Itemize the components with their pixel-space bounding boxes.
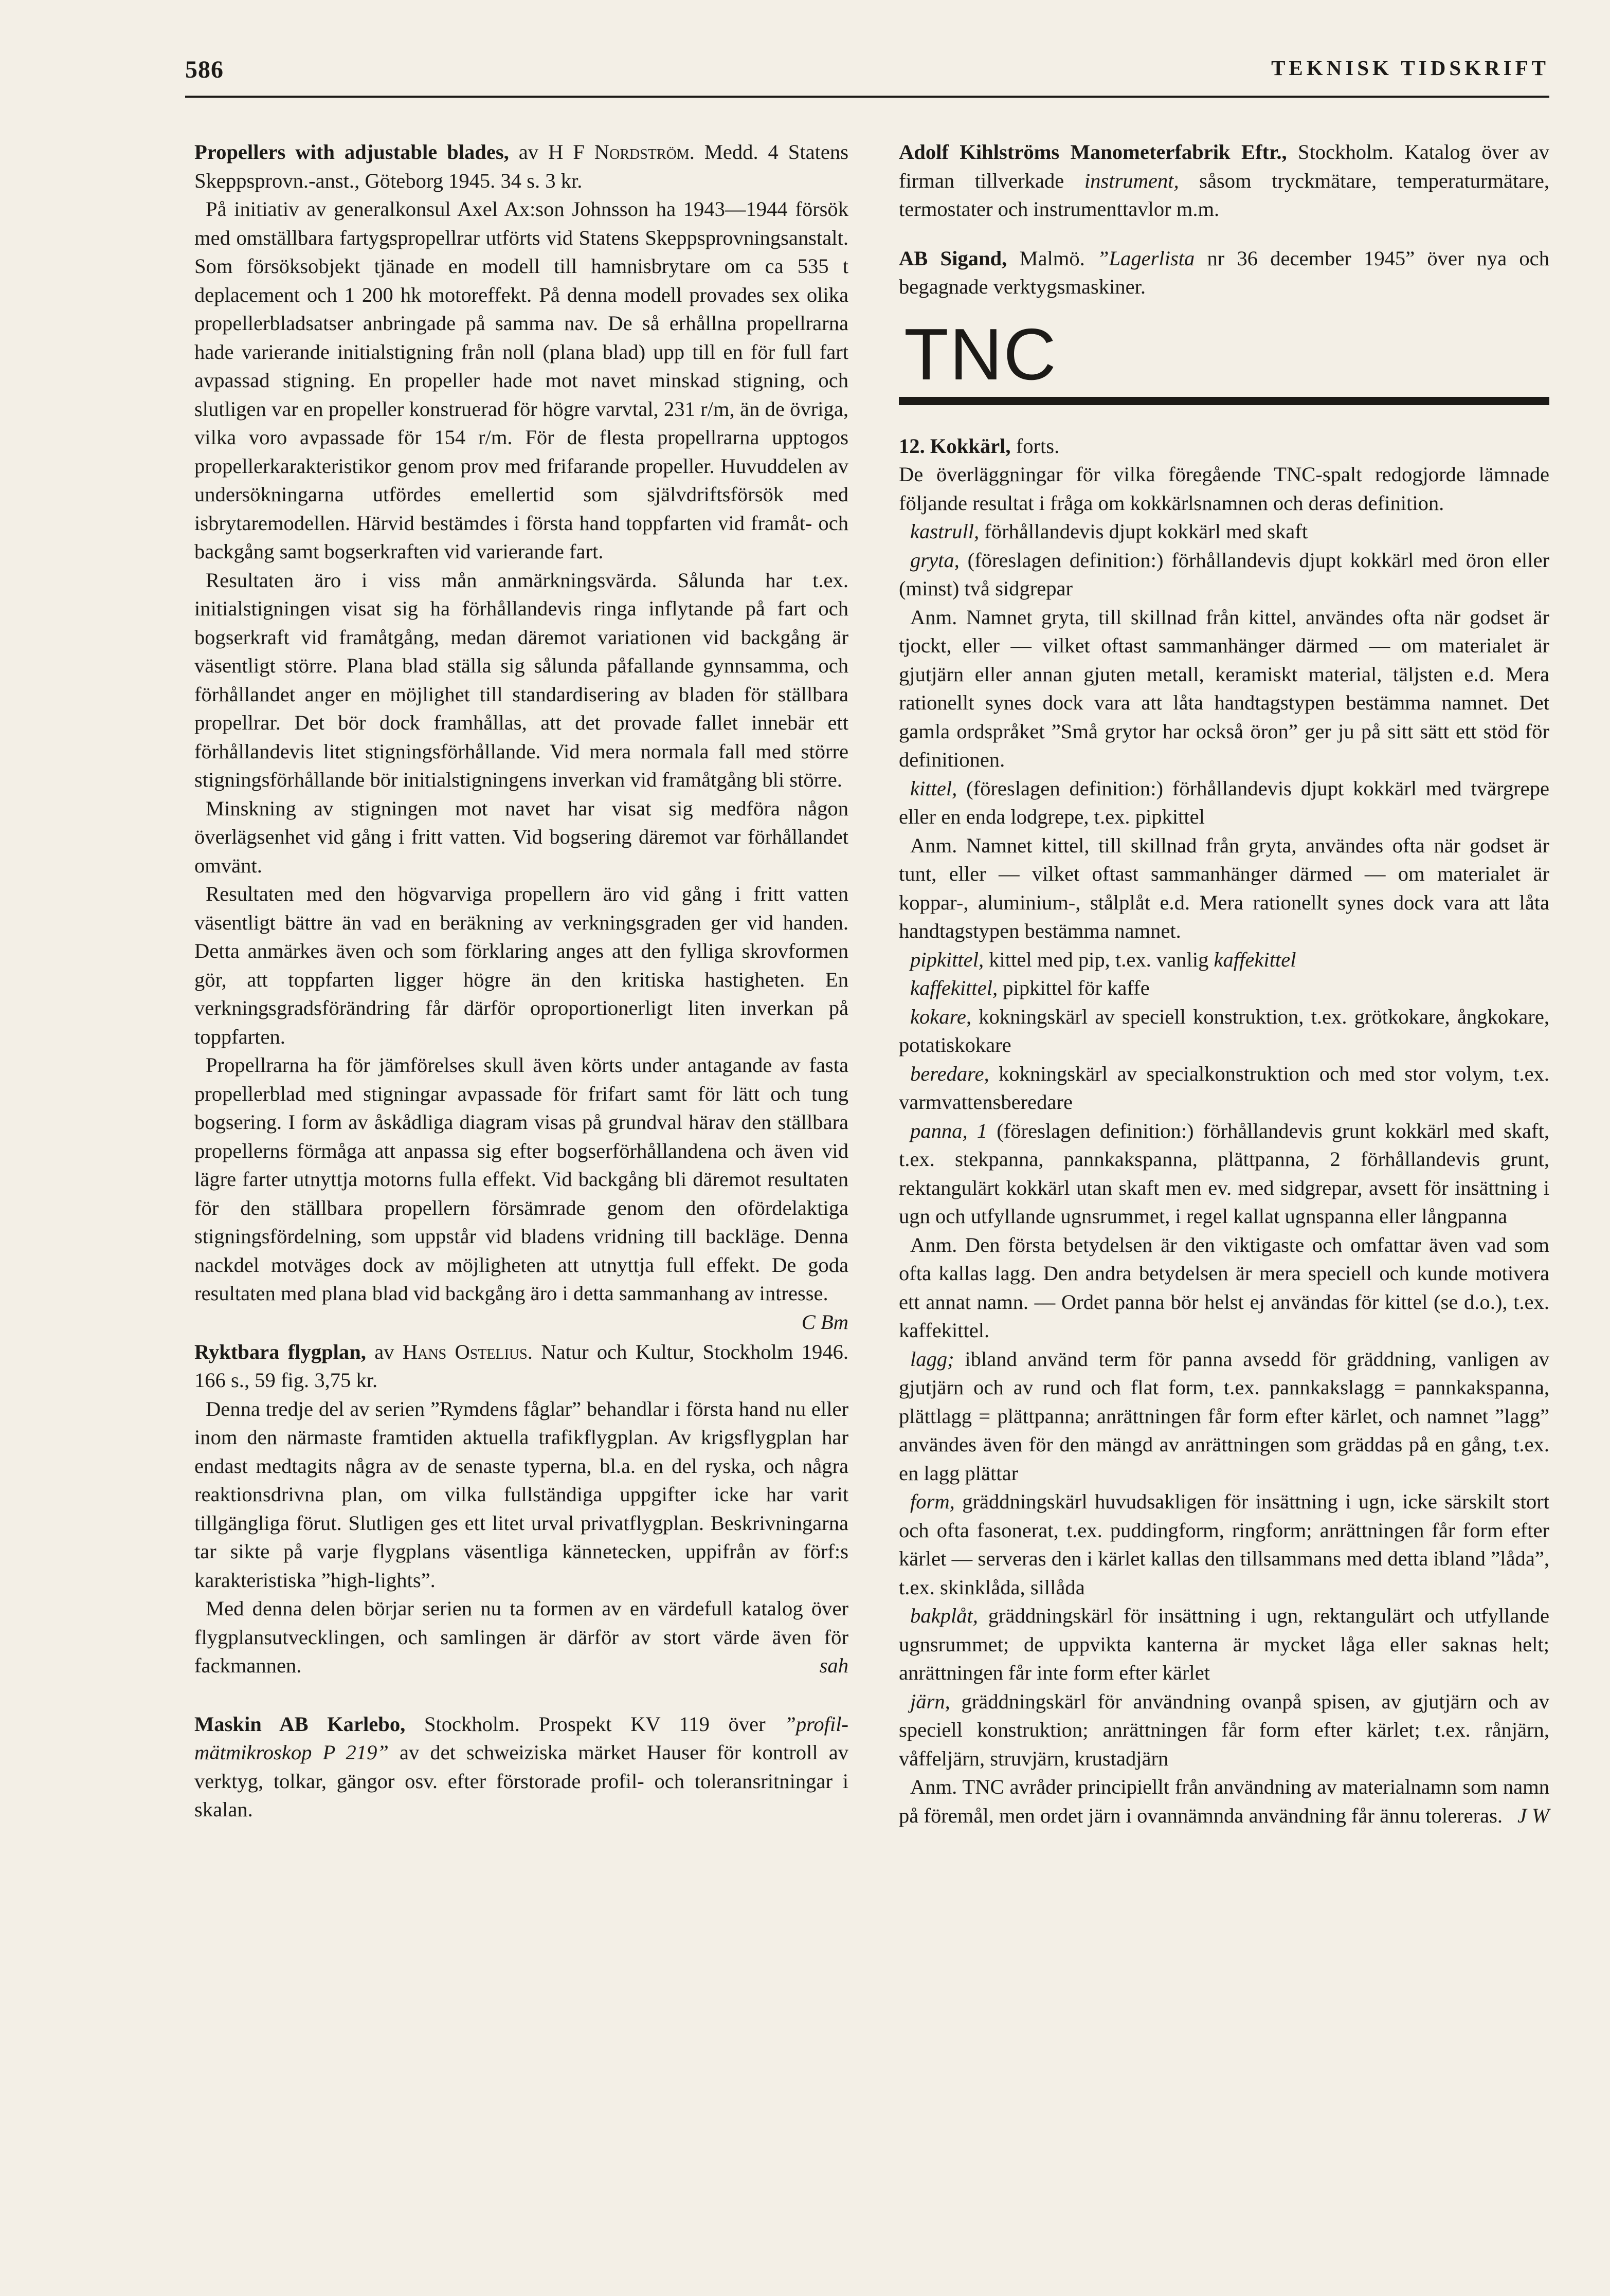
tnc-term: panna, 1 xyxy=(910,1119,988,1142)
tnc-definition: Anm. Den första betydelsen är den viktigaste och omfattar även vad som ofta kallas lagg. Den andra betydelsen är mera speciell och kunde motivera ett annat namn. — Ordet panna bör helst ej användas för kittel (se d.o.), t.ex. kaffekittel. xyxy=(899,1233,1549,1342)
tnc-definition: Anm. TNC avråder principiellt från användning av materialnamn som namn på föremål, men ordet järn i ovannämnda användning får ännu tolereras. xyxy=(899,1775,1549,1827)
tnc-term-entry xyxy=(899,517,1549,546)
review-title: Propellers with adjustable blades, xyxy=(194,140,509,163)
tnc-term-entry xyxy=(899,1117,1549,1231)
tnc-heading-rule xyxy=(899,397,1549,405)
tnc-term-entry xyxy=(899,1345,1549,1488)
notice-sigand xyxy=(899,244,1549,301)
notice-title: AB Sigand, xyxy=(899,246,1007,270)
notice-title: Maskin AB Karlebo, xyxy=(194,1712,406,1736)
paragraph: På initiativ av generalkonsul Axel Ax:son Johnsson ha 1943—1944 försök med omställbara fartygspropellrar utförts vid Statens Skeppsprovningsanstalt. Som försöksobjekt tjänade en modell till hamnisbrytare om ca 535 t deplacement och 1 200 hk motoreffekt. På denna modell provades sex olika propellerbladsatser anbringade på samma nav. De så erhållna propellrarna hade varierande initialstigning från noll (plana blad) upp till en för full fart avpassad stigning. En propeller hade mot navet minskad stigning, och slutligen var en propeller konstruerad för högre varvtal, 231 r/m, än de övriga, vilka voro avpassade för 154 r/m. För de flesta propellrarna upptogos propellerkarakteristikor genom prov med frifarande propeller. Huvuddelen av undersökningarna utfördes emellertid som självdriftsförsök med isbrytaremodellen. Härvid bestämdes i första hand toppfarten vid framåt- och backgång samt bogserkraften vid varierande fart. xyxy=(194,197,848,563)
tnc-term: järn, xyxy=(910,1689,950,1713)
notice-paragraph: AB Sigand, Malmö. ”Lagerlista nr 36 december 1945” över nya och begagnade verktygsmaskiner. xyxy=(899,246,1549,298)
review-title: Ryktbara flygplan, xyxy=(194,1340,366,1363)
notice-title: Adolf Kihlströms Manometerfabrik Eftr., xyxy=(899,140,1287,163)
page-number: 586 xyxy=(185,56,224,83)
signature: sah xyxy=(819,1654,848,1677)
tnc-term-entry xyxy=(899,1601,1549,1687)
tnc-section xyxy=(899,313,1549,1830)
review-heading: Ryktbara flygplan, av Hans Ostelius. Natur och Kultur, Stockholm 1946. 166 s., 59 fig. 3,75 kr. xyxy=(194,1340,848,1392)
tnc-definition: kokningskärl av specialkonstruktion och med stor volym, t.ex. varmvattensberedare xyxy=(899,1062,1549,1114)
tnc-term: kaffekittel xyxy=(1214,947,1296,971)
tnc-term: pipkittel, xyxy=(910,947,984,971)
tnc-heading: TNC xyxy=(904,313,1057,395)
tnc-definition: Anm. Namnet gryta, till skillnad från kittel, användes ofta när godset är tjockt, eller — vilket oftast sammanhänger därmed — om materialet är gjutjärn eller annan gjuten metall, keramiskt material, täljsten e.d. Mera rationellt synes dock vara att låta handtagstypen bestämma namnet. Det gamla ordspråket ”Små grytor har också öron” ger ju på sitt sätt ett stöd för definitionen. xyxy=(899,605,1549,771)
notice-karlebo xyxy=(194,1710,848,1824)
paragraph: Propellrarna ha för jämförelses skull även körts under antagande av fasta propellerblad med stigningar avpassade för frifart samt för lätt och tung bogsering. I form av åskådliga diagram visas på grundval härav den ställbara propellerns förmåga att anpassa sig efter bogserförhållandena och även vid lägre farter utnyttja motorns fulla effekt. Vid backgång bli däremot resultaten för den ställbara propellern försämrade genom den ofördelaktiga stigningsfördelning, som uppstår vid bladens vridning till backläge. Denna nackdel motväges dock av möjligheten att utnyttja full effekt. De goda resultaten med plana blad vid backgång äro i detta sammanhang av intresse. C Bm xyxy=(194,1051,848,1308)
tnc-term: gryta, xyxy=(910,548,960,572)
tnc-definition: gräddningskärl huvudsakligen för insättning i ugn, icke särskilt stort och ofta fasonerat, t.ex. puddingform, ringform; anrättningen får form efter kärlet — serveras den i kärlet kallas den tillsammans med detta ibland ”låda”, t.ex. skinklåda, sillåda xyxy=(899,1490,1549,1599)
tnc-term-entry xyxy=(899,1487,1549,1601)
paragraph: Med denna delen börjar serien nu ta formen av en värdefull katalog över flygplansutvecklingen, och samlingen är därför av stort värde även för fackmannen. sah xyxy=(194,1594,848,1680)
tnc-term-entry xyxy=(899,974,1549,1003)
tnc-definition: Anm. Namnet kittel, till skillnad från gryta, användes ofta när godset är tunt, eller — vilket oftast sammanhänger därmed — om materialet är koppar-, aluminium-, stålplåt e.d. Mera rationellt synes dock vara att låta handtagstypen bestämma namnet. xyxy=(899,833,1549,942)
tnc-term: kaffekittel, xyxy=(910,976,998,999)
tnc-term-entry xyxy=(899,1060,1549,1117)
tnc-term-entry xyxy=(899,945,1549,974)
review-citation: . Natur och Kultur, Stockholm 1946. 166 s., 59 fig. 3,75 kr. xyxy=(194,1340,848,1392)
tnc-term: form, xyxy=(910,1490,955,1513)
review-propellers xyxy=(194,138,848,1334)
tnc-term: lagg; xyxy=(910,1347,954,1371)
tnc-entries xyxy=(899,517,1549,1830)
tnc-note xyxy=(899,831,1549,945)
tnc-term-entry xyxy=(899,546,1549,603)
tnc-note xyxy=(899,1231,1549,1345)
tnc-definition: gräddningskärl för insättning i ugn, rektangulärt och utfyllande ugnsrummet; de uppvikta kanterna är mycket låga eller saknas helt; anrättningen får inte form efter kärlet xyxy=(899,1604,1549,1684)
notice-kihlstroms xyxy=(899,138,1549,224)
paragraph: Resultaten med den högvarviga propellern äro vid gång i fritt vatten väsentligt bättre än vad en beräkning av verkningsgraden ger vid handen. Detta anmärkes även och som förklaring anges att den fylliga skrovformen gör, att toppfarten ligger högre än den kritiska hastigheten. En verkningsgradsförändring får därför oproportionerligt liten inverkan på toppfarten. xyxy=(194,882,848,1048)
review-author: Hans Ostelius xyxy=(402,1340,528,1363)
tnc-term-entry xyxy=(899,1003,1549,1060)
tnc-note xyxy=(899,1773,1549,1830)
tnc-term: kokare, xyxy=(910,1005,972,1028)
running-head: TEKNISK TIDSKRIFT xyxy=(1271,56,1549,80)
right-column xyxy=(899,138,1549,1830)
header-rule xyxy=(185,96,1549,98)
tnc-term: kastrull, xyxy=(910,520,980,543)
tnc-subheading: 12. Kokkärl, forts. xyxy=(899,434,1060,458)
paragraph: Resultaten äro i viss mån anmärkningsvärda. Sålunda har t.ex. initialstigningen visat sig ha förhållandevis ringa inflytande på fart och bogserkraft vid framåtgång, medan däremot variationen vid backgång är väsentligt större. Plana blad ställa sig sålunda påfallande gynnsamma, och förhållandet anger en möjlighet till standardisering av bladen för ställbara propellrar. Det bör dock framhållas, att det provade fallet innebär ett förhållandevis litet stigningsförhållande. Vid mera normala fall med större stigningsförhållande bör initialstigningens inverkan vid framåtgång bli större. xyxy=(194,568,848,791)
tnc-term: bakplåt, xyxy=(910,1604,978,1627)
tnc-definition: pipkittel för kaffe xyxy=(998,976,1150,999)
tnc-definition: förhållandevis djupt kokkärl med skaft xyxy=(979,520,1308,543)
review-author: Nordström xyxy=(594,140,690,163)
paragraph: Minskning av stigningen mot navet har visat sig medföra någon överlägsenhet vid gång i fritt vatten. Vid bogsering däremot var förhållandet omvänt. xyxy=(194,796,848,877)
tnc-definition: (föreslagen definition:) förhållandevis grunt kokkärl med skaft, t.ex. stekpanna, pannkakspanna, plättpanna, 2 förhållandevis grunt, rektangulärt kokkärl utan skaft men ev. med sidgrepar, avsett för insättning i ugn och utfyllande ugnsrummet, i regel kallat ugnspanna eller långpanna xyxy=(899,1119,1549,1228)
tnc-note xyxy=(899,603,1549,774)
review-heading: Propellers with adjustable blades, av H F Nordström. Medd. 4 Statens Skeppsprovn.-anst., Göteborg 1945. 34 s. 3 kr. xyxy=(194,140,848,192)
tnc-term: beredare, xyxy=(910,1062,989,1085)
review-citation: . Medd. 4 Statens Skeppsprovn.-anst., Göteborg 1945. 34 s. 3 kr. xyxy=(194,140,848,192)
paragraph: Denna tredje del av serien ”Rymdens fåglar” behandlar i första hand nu eller inom den närmaste framtiden aktuella trafikflygplan. Av krigsflygplan har endast medtagits några av de senaste typerna, bl.a. en del ryska, och några reaktionsdrivna plan, om vilka fullständiga uppgifter icke har varit tillgängliga förut. Slutligen ges ett litet urval privatflygplan. Beskrivningarna tar sikte på varje flygplans väsentliga kännetecken, uppifrån av förf:s karakteristiska ”high-lights”. xyxy=(194,1397,848,1592)
tnc-definition: gräddningskärl för användning ovanpå spisen, av gjutjärn och av speciell konstruktion; anrättningen får form efter kärlet; t.ex. rånjärn, våffeljärn, struvjärn, krustadjärn xyxy=(899,1689,1549,1770)
tnc-definition: (föreslagen definition:) förhållandevis djupt kokkärl med öron eller (minst) två sidgrepar xyxy=(899,548,1549,600)
tnc-term-entry xyxy=(899,1687,1549,1773)
tnc-definition: ibland använd term för panna avsedd för gräddning, vanligen av gjutjärn och av rund och flat form, t.ex. pannkakslagg = pannkakspanna, plättlagg = plättpanna; anrättningen får form efter kärlet, och namnet ”lagg” användes även för den mängd av anrättningen som gräddas på en gång, t.ex. en lagg plättar xyxy=(899,1347,1549,1485)
signature: C Bm xyxy=(801,1310,848,1334)
notice-paragraph: Adolf Kihlströms Manometerfabrik Eftr., Stockholm. Katalog över av firman tillverkade instrument, såsom tryckmätare, temperaturmätare, termostater och instrumenttavlor m.m. xyxy=(899,140,1549,221)
review-ryktbara-flygplan xyxy=(194,1338,848,1680)
tnc-term: kittel, xyxy=(910,776,957,800)
tnc-intro: De överläggningar för vilka föregående TNC-spalt redogjorde lämnade följande resultat i fråga om kokkärlsnamnen och deras definition. xyxy=(899,463,1549,515)
notice-paragraph: Maskin AB Karlebo, Stockholm. Prospekt KV 119 över ”profil-mätmikroskop P 219” av det schweiziska märket Hauser för kontroll av verktyg, tolkar, gängor osv. efter förstorade profil- och toleransritningar i skalan. xyxy=(194,1712,849,1821)
tnc-term-entry xyxy=(899,774,1549,831)
signature: J W xyxy=(1517,1803,1549,1827)
tnc-definition: kittel med pip, t.ex. vanlig xyxy=(984,947,1214,971)
left-column xyxy=(194,138,848,1824)
tnc-definition: kokningskärl av speciell konstruktion, t.ex. grötkokare, ångkokare, potatiskokare xyxy=(899,1005,1549,1056)
tnc-definition: (föreslagen definition:) förhållandevis djupt kokkärl med tvärgrepe eller en enda lodgrepe, t.ex. pipkittel xyxy=(899,776,1549,828)
